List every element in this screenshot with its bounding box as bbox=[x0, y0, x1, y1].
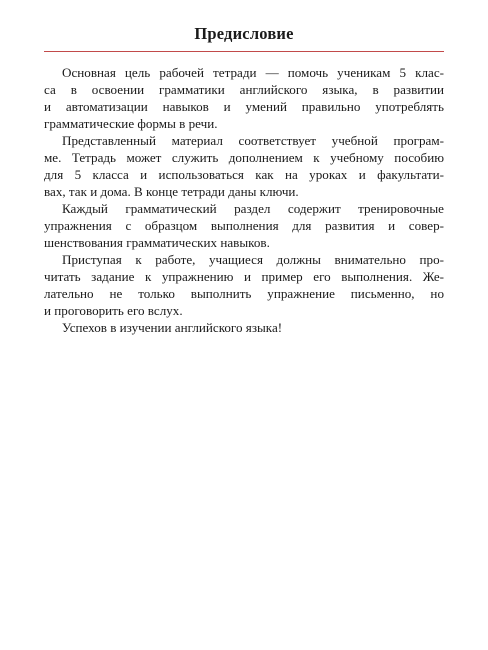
text-line: Успехов в изучении английского языка! bbox=[62, 320, 283, 335]
title-divider bbox=[44, 51, 444, 52]
text-line: Каждый грамматический раздел содержит тренировочные bbox=[62, 201, 444, 216]
paragraph-sections bbox=[44, 200, 444, 251]
text-line: и автоматизации навыков и умений правильно употреблять bbox=[44, 99, 444, 114]
text-line: и проговорить его вслух. bbox=[44, 303, 183, 318]
text-line: упражнения с образцом выполнения для развития и совер- bbox=[44, 218, 444, 233]
paragraph-material bbox=[44, 132, 444, 200]
text-line: грамматические формы в речи. bbox=[44, 116, 218, 131]
text-line: Представленный материал соответствует учебной програм- bbox=[62, 133, 444, 148]
paragraph-goal bbox=[44, 64, 444, 132]
preface-body bbox=[44, 64, 444, 336]
text-line: Приступая к работе, учащиеся должны внимательно про- bbox=[62, 252, 444, 267]
text-line: читать задание к упражнению и пример его выполнения. Же- bbox=[44, 269, 444, 284]
paragraph-wishes bbox=[44, 319, 444, 336]
text-line: Основная цель рабочей тетради — помочь ученикам 5 клас- bbox=[62, 65, 444, 80]
text-line: вах, так и дома. В конце тетради даны ключи. bbox=[44, 184, 299, 199]
text-line: для 5 класса и использоваться как на уроках и факультати- bbox=[44, 167, 444, 182]
text-line: ме. Тетрадь может служить дополнением к учебному пособию bbox=[44, 150, 444, 165]
page-title: Предисловие bbox=[194, 24, 294, 43]
paragraph-instructions bbox=[44, 251, 444, 319]
text-line: лательно не только выполнить упражнение письменно, но bbox=[44, 286, 444, 301]
text-line: са в освоении грамматики английского языка, в развитии bbox=[44, 82, 444, 97]
text-line: шенствования грамматических навыков. bbox=[44, 235, 270, 250]
